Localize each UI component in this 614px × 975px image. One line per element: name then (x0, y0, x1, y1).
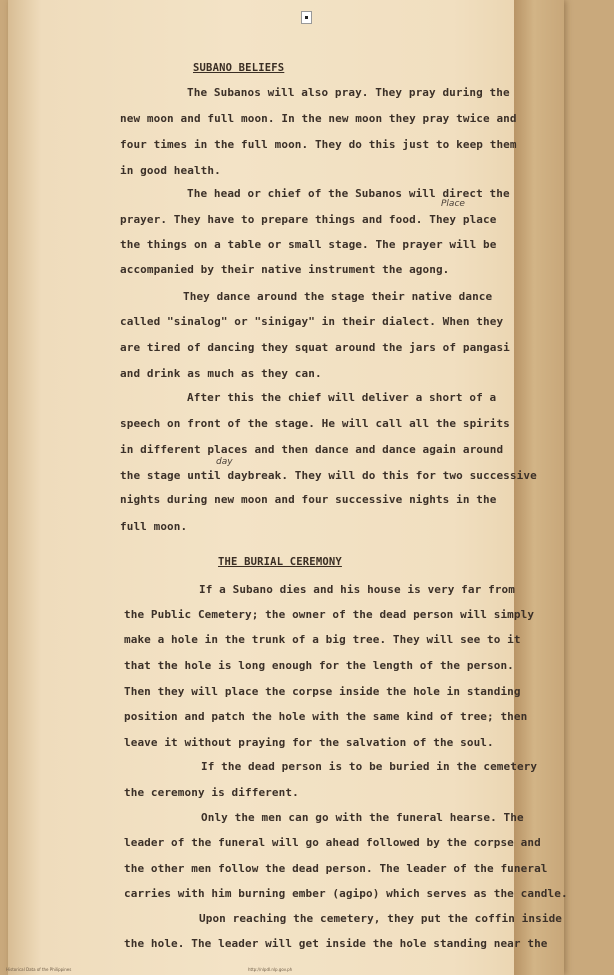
text-line: position and patch the hole with the same kind of tree; then (124, 710, 528, 723)
text-line: in different places and then dance and dance again around (120, 443, 504, 456)
section-heading: THE BURIAL CEREMONY (218, 556, 342, 568)
text-line: speech on front of the stage. He will call all the spirits (120, 417, 510, 430)
text-line: the hole. The leader will get inside the hole standing near the (124, 937, 548, 950)
text-line: the stage until daybreak. They will do this for two successive (120, 469, 537, 482)
footer-url: http://nlpdl.nlp.gov.ph (248, 967, 293, 972)
page-marker-icon (301, 11, 312, 24)
text-line: and drink as much as they can. (120, 367, 322, 380)
text-line: in good health. (120, 164, 221, 177)
text-line: are tired of dancing they squat around the jars of pangasi (120, 341, 510, 354)
text-line: prayer. They have to prepare things and food. They place (120, 213, 497, 226)
text-line: Only the men can go with the funeral hearse. The (201, 811, 524, 824)
handwritten-note: day (216, 457, 233, 467)
text-line: If a Subano dies and his house is very far from (199, 583, 515, 596)
text-line: leave it without praying for the salvation of the soul. (124, 736, 494, 749)
text-line: Then they will place the corpse inside the hole in standing (124, 685, 521, 698)
text-line: called "sinalog" or "sinigay" in their dialect. When they (120, 315, 504, 328)
text-line: the Public Cemetery; the owner of the dead person will simply (124, 608, 535, 621)
text-line: make a hole in the trunk of a big tree. They will see to it (124, 633, 521, 646)
text-line: carries with him burning ember (agipo) which serves as the candle. (124, 887, 568, 900)
text-line: The Subanos will also pray. They pray during the (187, 86, 510, 99)
text-line: They dance around the stage their native dance (183, 290, 493, 303)
text-line: new moon and full moon. In the new moon they pray twice and (120, 112, 517, 125)
text-line: leader of the funeral will go ahead followed by the corpse and (124, 836, 541, 849)
page-edge (514, 0, 564, 975)
text-line: full moon. (120, 520, 188, 533)
text-line: that the hole is long enough for the length of the person. (124, 659, 514, 672)
text-line: the things on a table or small stage. The prayer will be (120, 238, 497, 251)
text-line: the other men follow the dead person. The leader of the funeral (124, 862, 548, 875)
text-line: If the dead person is to be buried in the cemetery (201, 760, 538, 773)
text-line: Upon reaching the cemetery, they put the coffin inside (199, 912, 563, 925)
text-line: nights during new moon and four successive nights in the (120, 493, 497, 506)
text-line: the ceremony is different. (124, 786, 299, 799)
text-line: The head or chief of the Subanos will direct the (187, 187, 510, 200)
footer-source: Historical Data of the Philippines (6, 967, 72, 972)
section-heading: SUBANO BELIEFS (193, 62, 285, 74)
handwritten-note: Place (441, 199, 465, 209)
text-line: After this the chief will deliver a short of a (187, 391, 497, 404)
text-line: accompanied by their native instrument the agong. (120, 263, 450, 276)
text-line: four times in the full moon. They do this just to keep them (120, 138, 517, 151)
